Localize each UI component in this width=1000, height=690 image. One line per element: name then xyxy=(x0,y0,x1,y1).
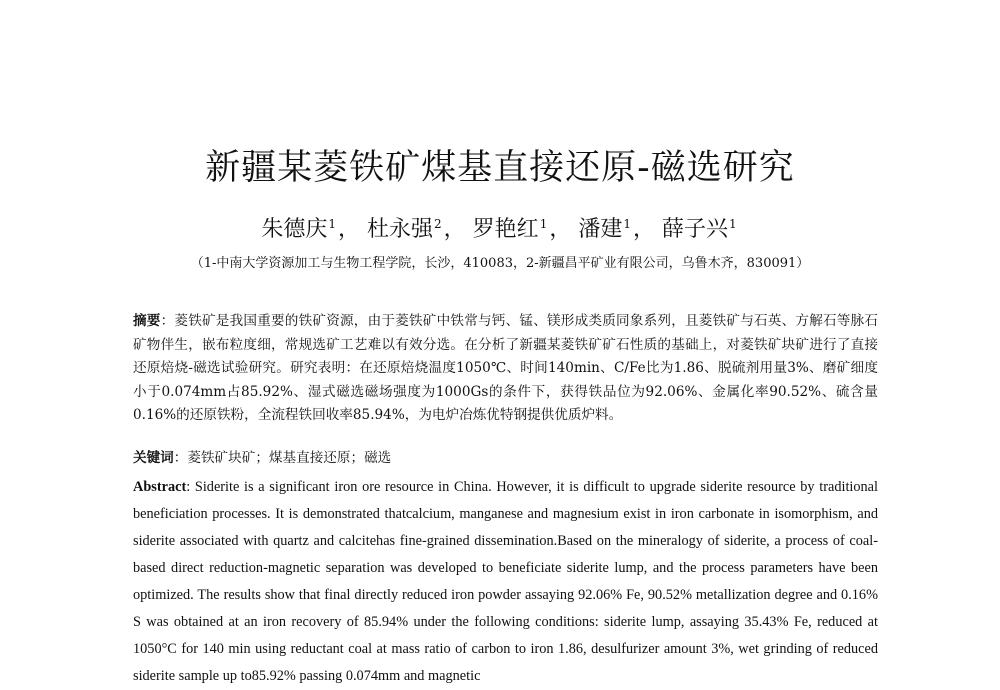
keywords xyxy=(133,447,878,471)
affiliation-line: （1-中南大学资源加工与生物工程学院，长沙，410083，2-新疆昌平矿业有限公司，乌鲁木齐，830091） xyxy=(190,256,810,271)
author-name: 朱德庆 xyxy=(261,217,328,242)
author-affiliation-mark: 1 xyxy=(328,216,337,231)
author-name: 罗艳红 xyxy=(472,217,539,242)
keywords-text: ：菱铁矿块矿；煤基直接还原；磁选 xyxy=(173,450,392,466)
abstract-chinese-text: ：菱铁矿是我国重要的铁矿资源，由于菱铁矿中铁常与钙、锰、镁形成类质同象系列，且菱铁矿与石英、方解石等脉石矿物伴生，嵌布粒度细，常规选矿工艺难以有效分选。在分析了新疆某菱铁矿矿石性质的基础上，对菱铁矿块矿进行了直接还原焙烧-磁选试验研究。研究表明：在还原焙烧温度1050℃、时间140min、C/Fe比为1.86、脱硫剂用量3%、磨矿细度小于0.074mm占85.92%、湿式磁选磁场强度为1000Gs的条件下，获得铁品位为92.06%、金属化率90.52%、硫含量0.16%的还原铁粉，全流程铁回收率85.94%，为电炉冶炼优特钢提供优质炉料。 xyxy=(133,313,879,424)
author-name: 薛子兴 xyxy=(661,217,728,242)
abstract-english-label: Abstract xyxy=(133,479,187,495)
keywords-label: 关键词 xyxy=(133,450,174,466)
author-affiliation-mark: 1 xyxy=(539,216,548,231)
paper-title: 新疆某菱铁矿煤基直接还原-磁选研究 xyxy=(205,148,795,188)
abstract-english-text: : Siderite is a significant iron ore resource in China. However, it is difficult to upgrade siderite resource by traditional beneficiation processes. It is demonstrated thatcalcium, manganese and magnesium exist in iron carbonate in isomorphism, and siderite associated with quartz and calcitehas fine-grained dissemination.Based on the mineralogy of siderite, a process of coal-based direct reduction-magnetic separation was developed to beneficiate siderite lump, and the process parameters have been optimized. The results show that final directly reduced iron powder assaying 92.06% Fe, 90.52% metallization degree and 0.16% S was obtained at an iron recovery of 85.94% under the following conditions: siderite lump, assaying 35.43% Fe, reduced at 1050°C for 140 min using reductant coal at mass ratio of carbon to iron 1.86, desulfurizer amount 3%, wet grinding of reduced siderite sample up to85.92% passing 0.074mm and magnetic xyxy=(133,479,878,684)
author-name: 杜永强 xyxy=(367,217,434,242)
author-affiliation-mark: 2 xyxy=(434,216,442,231)
author-name: 潘建 xyxy=(578,217,623,242)
abstract-english xyxy=(133,474,878,690)
abstract-chinese xyxy=(133,310,878,428)
author-list: 朱德庆$^1$， 杜永强$^2$， 罗艳红$^1$， 潘建$^1$， 薛子兴$^1$ xyxy=(261,216,737,242)
author-affiliation-mark: 1 xyxy=(729,216,737,231)
author-affiliation-mark: 1 xyxy=(623,216,631,231)
abstract-chinese-label: 摘要 xyxy=(133,313,161,329)
